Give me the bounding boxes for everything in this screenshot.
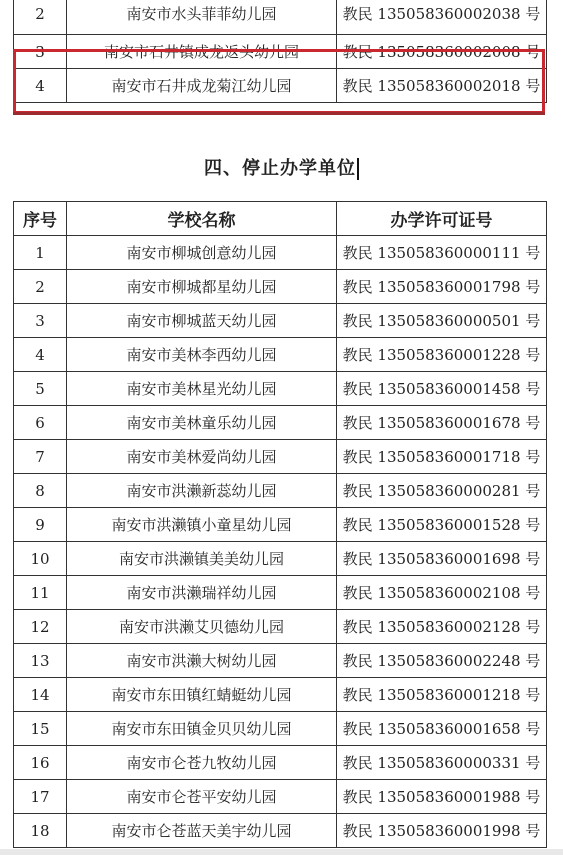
section-heading [0,154,563,180]
school-name: 南安市仑苍平安幼儿园 [67,780,337,814]
row-number: 3 [14,304,67,338]
license-number: 教民 135058360001698 号 [337,542,547,576]
school-name: 南安市洪濑艾贝德幼儿园 [67,610,337,644]
row-number: 2 [14,270,67,304]
school-name: 南安市美林爱尚幼儿园 [67,440,337,474]
highlight-underline [13,112,545,115]
table-row [14,678,547,712]
license-number: 教民 135058360002018 号 [337,69,547,103]
row-number: 8 [14,474,67,508]
table-body [14,236,547,848]
table-row [14,780,547,814]
table-row [14,304,547,338]
table-row [14,270,547,304]
school-name: 南安市洪濑新蕊幼儿园 [67,474,337,508]
section-heading-text: 四、停止办学单位 [204,158,356,179]
row-number: 11 [14,576,67,610]
license-number: 教民 135058360001798 号 [337,270,547,304]
row-number: 15 [14,712,67,746]
column-header-license: 办学许可证号 [337,202,547,236]
closed-kindergarten-table [13,201,547,848]
table-row [14,610,547,644]
table-row [14,746,547,780]
table-row [14,0,547,35]
school-name: 南安市美林童乐幼儿园 [67,406,337,440]
table-row [14,508,547,542]
row-number: 12 [14,610,67,644]
table-row [14,644,547,678]
school-name: 南安市仑苍九牧幼儿园 [67,746,337,780]
license-number: 教民 135058360001228 号 [337,338,547,372]
row-number: 2 [14,0,67,35]
license-number: 教民 135058360002248 号 [337,644,547,678]
school-name: 南安市洪濑镇小童星幼儿园 [67,508,337,542]
row-number: 14 [14,678,67,712]
school-name: 南安市美林李西幼儿园 [67,338,337,372]
school-name: 南安市美林星光幼儿园 [67,372,337,406]
row-number: 10 [14,542,67,576]
table-row [14,542,547,576]
license-number: 教民 135058360000111 号 [337,236,547,270]
text-cursor [357,158,359,180]
school-name: 南安市柳城蓝天幼儿园 [67,304,337,338]
school-name: 南安市东田镇红蜻蜓幼儿园 [67,678,337,712]
row-number: 17 [14,780,67,814]
license-number: 教民 135058360002128 号 [337,610,547,644]
row-number: 13 [14,644,67,678]
license-number: 教民 135058360001528 号 [337,508,547,542]
row-number: 18 [14,814,67,848]
table-row-highlighted [14,69,547,103]
column-header-school-name: 学校名称 [67,202,337,236]
license-number: 教民 135058360001658 号 [337,712,547,746]
row-number: 7 [14,440,67,474]
school-name: 南安市洪濑镇美美幼儿园 [67,542,337,576]
license-number: 教民 135058360001458 号 [337,372,547,406]
table-row [14,406,547,440]
page-bottom-edge [0,849,563,855]
school-name: 南安市石井镇成龙返头幼儿园 [67,35,337,69]
license-number: 教民 135058360001218 号 [337,678,547,712]
row-number: 16 [14,746,67,780]
table-row [14,372,547,406]
license-number: 教民 135058360002108 号 [337,576,547,610]
row-number: 9 [14,508,67,542]
table-row [14,576,547,610]
table-row [14,814,547,848]
license-number: 教民 135058360001988 号 [337,780,547,814]
license-number: 教民 135058360001998 号 [337,814,547,848]
school-name: 南安市柳城创意幼儿园 [67,236,337,270]
license-number: 教民 135058360002008 号 [337,35,547,69]
row-number: 6 [14,406,67,440]
license-number: 教民 135058360002038 号 [337,0,547,35]
table-row [14,338,547,372]
school-name: 南安市水头菲菲幼儿园 [67,0,337,35]
license-number: 教民 135058360000281 号 [337,474,547,508]
table-row-highlighted [14,35,547,69]
license-number: 教民 135058360001718 号 [337,440,547,474]
school-name: 南安市洪濑瑞祥幼儿园 [67,576,337,610]
school-name: 南安市东田镇金贝贝幼儿园 [67,712,337,746]
row-number: 5 [14,372,67,406]
school-name: 南安市石井成龙菊江幼儿园 [67,69,337,103]
school-name: 南安市柳城都星幼儿园 [67,270,337,304]
license-number: 教民 135058360001678 号 [337,406,547,440]
license-number: 教民 135058360000501 号 [337,304,547,338]
row-number: 3 [14,35,67,69]
table-row [14,474,547,508]
table-row [14,236,547,270]
continued-kindergarten-table [13,0,547,103]
table-row [14,712,547,746]
column-header-number: 序号 [14,202,67,236]
school-name: 南安市仑苍蓝天美宇幼儿园 [67,814,337,848]
table-row [14,440,547,474]
row-number: 1 [14,236,67,270]
school-name: 南安市洪濑大树幼儿园 [67,644,337,678]
table-header-row [14,202,547,236]
license-number: 教民 135058360000331 号 [337,746,547,780]
row-number: 4 [14,338,67,372]
row-number: 4 [14,69,67,103]
